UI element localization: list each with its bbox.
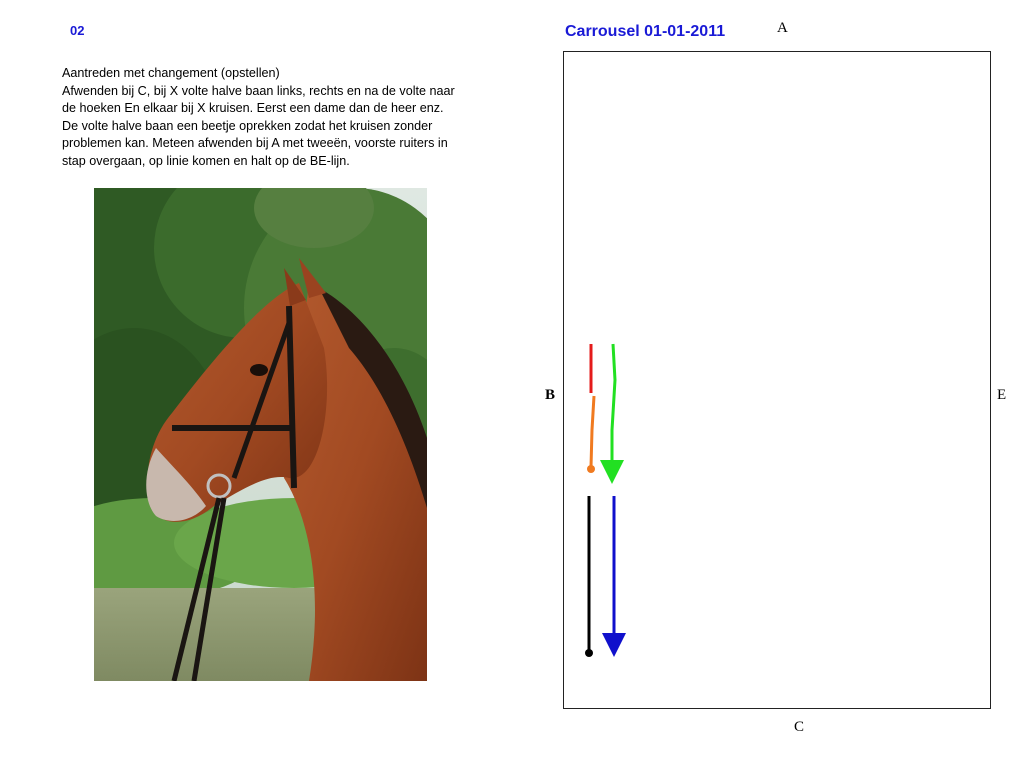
orange-dot [587,465,595,473]
black-dot [585,649,593,657]
arena-letter-e: E [997,387,1007,403]
description-line: stap overgaan, op linie komen en halt op de BE-lijn. [62,153,350,168]
orange-track [591,396,594,467]
green-track [612,344,615,472]
description-line: problemen kan. Meteen afwenden bij A met tweeën, voorste ruiters in [62,136,448,151]
description-line: Afwenden bij C, bij X volte halve baan links, rechts en na de volte naar [62,83,455,98]
page-number: 02 [70,23,85,38]
arena-letter-b: B [545,387,556,403]
arena-letter-c: C [794,719,805,735]
arena-letter-a: A [777,20,788,36]
description-line: Aantreden met changement (opstellen) [62,66,280,80]
description-line: de hoeken En elkaar bij X kruisen. Eerst een dame dan de heer enz. [62,101,444,116]
description-line: De volte halve baan een beetje oprekken zodat het kruisen zonder [62,118,433,133]
page-title: Carrousel 01-01-2011 [565,23,726,40]
